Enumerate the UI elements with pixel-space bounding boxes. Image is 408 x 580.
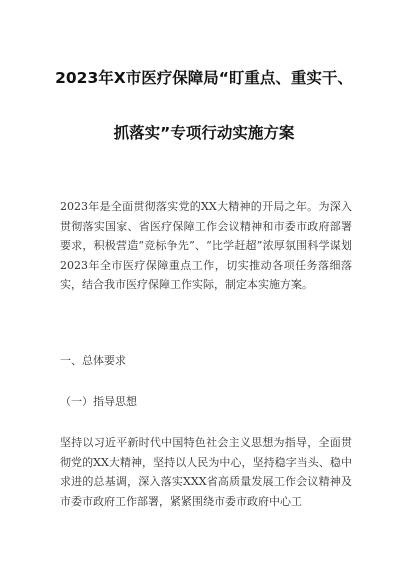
document-title-line-2: 抓落实”专项行动实施方案 [113, 124, 295, 142]
subsection-heading: （一）指导思想 [60, 395, 137, 408]
intro-paragraph: 2023年是全面贯彻落实党的XX大精神的开局之年。为深入贯彻落实国家、省医疗保障工作会议精神和市委市政府部署要求，积极营造“竞标争先”、“比学赶超”浓厚氛围科学谋划2023年全市医疗保障重点工作，切实推动各项任务落细落实，结合我市医疗保障工作实际，制定本实施方案。 [60, 200, 352, 292]
body-paragraph: 坚持以习近平新时代中国特色社会主义思想为指导，全面贯彻党的XX大精神，坚持以人民为中心，坚持稳字当头、稳中求进的总基调，深入落实XXX省高质量发展工作会议精神及市委市政府工作部署，紧紧围绕市委市政府中心工 [60, 436, 352, 508]
section-heading: 一、总体要求 [60, 354, 126, 367]
document-title-line-1: 2023年X市医疗保障局“盯重点、重实干、 [55, 69, 353, 87]
